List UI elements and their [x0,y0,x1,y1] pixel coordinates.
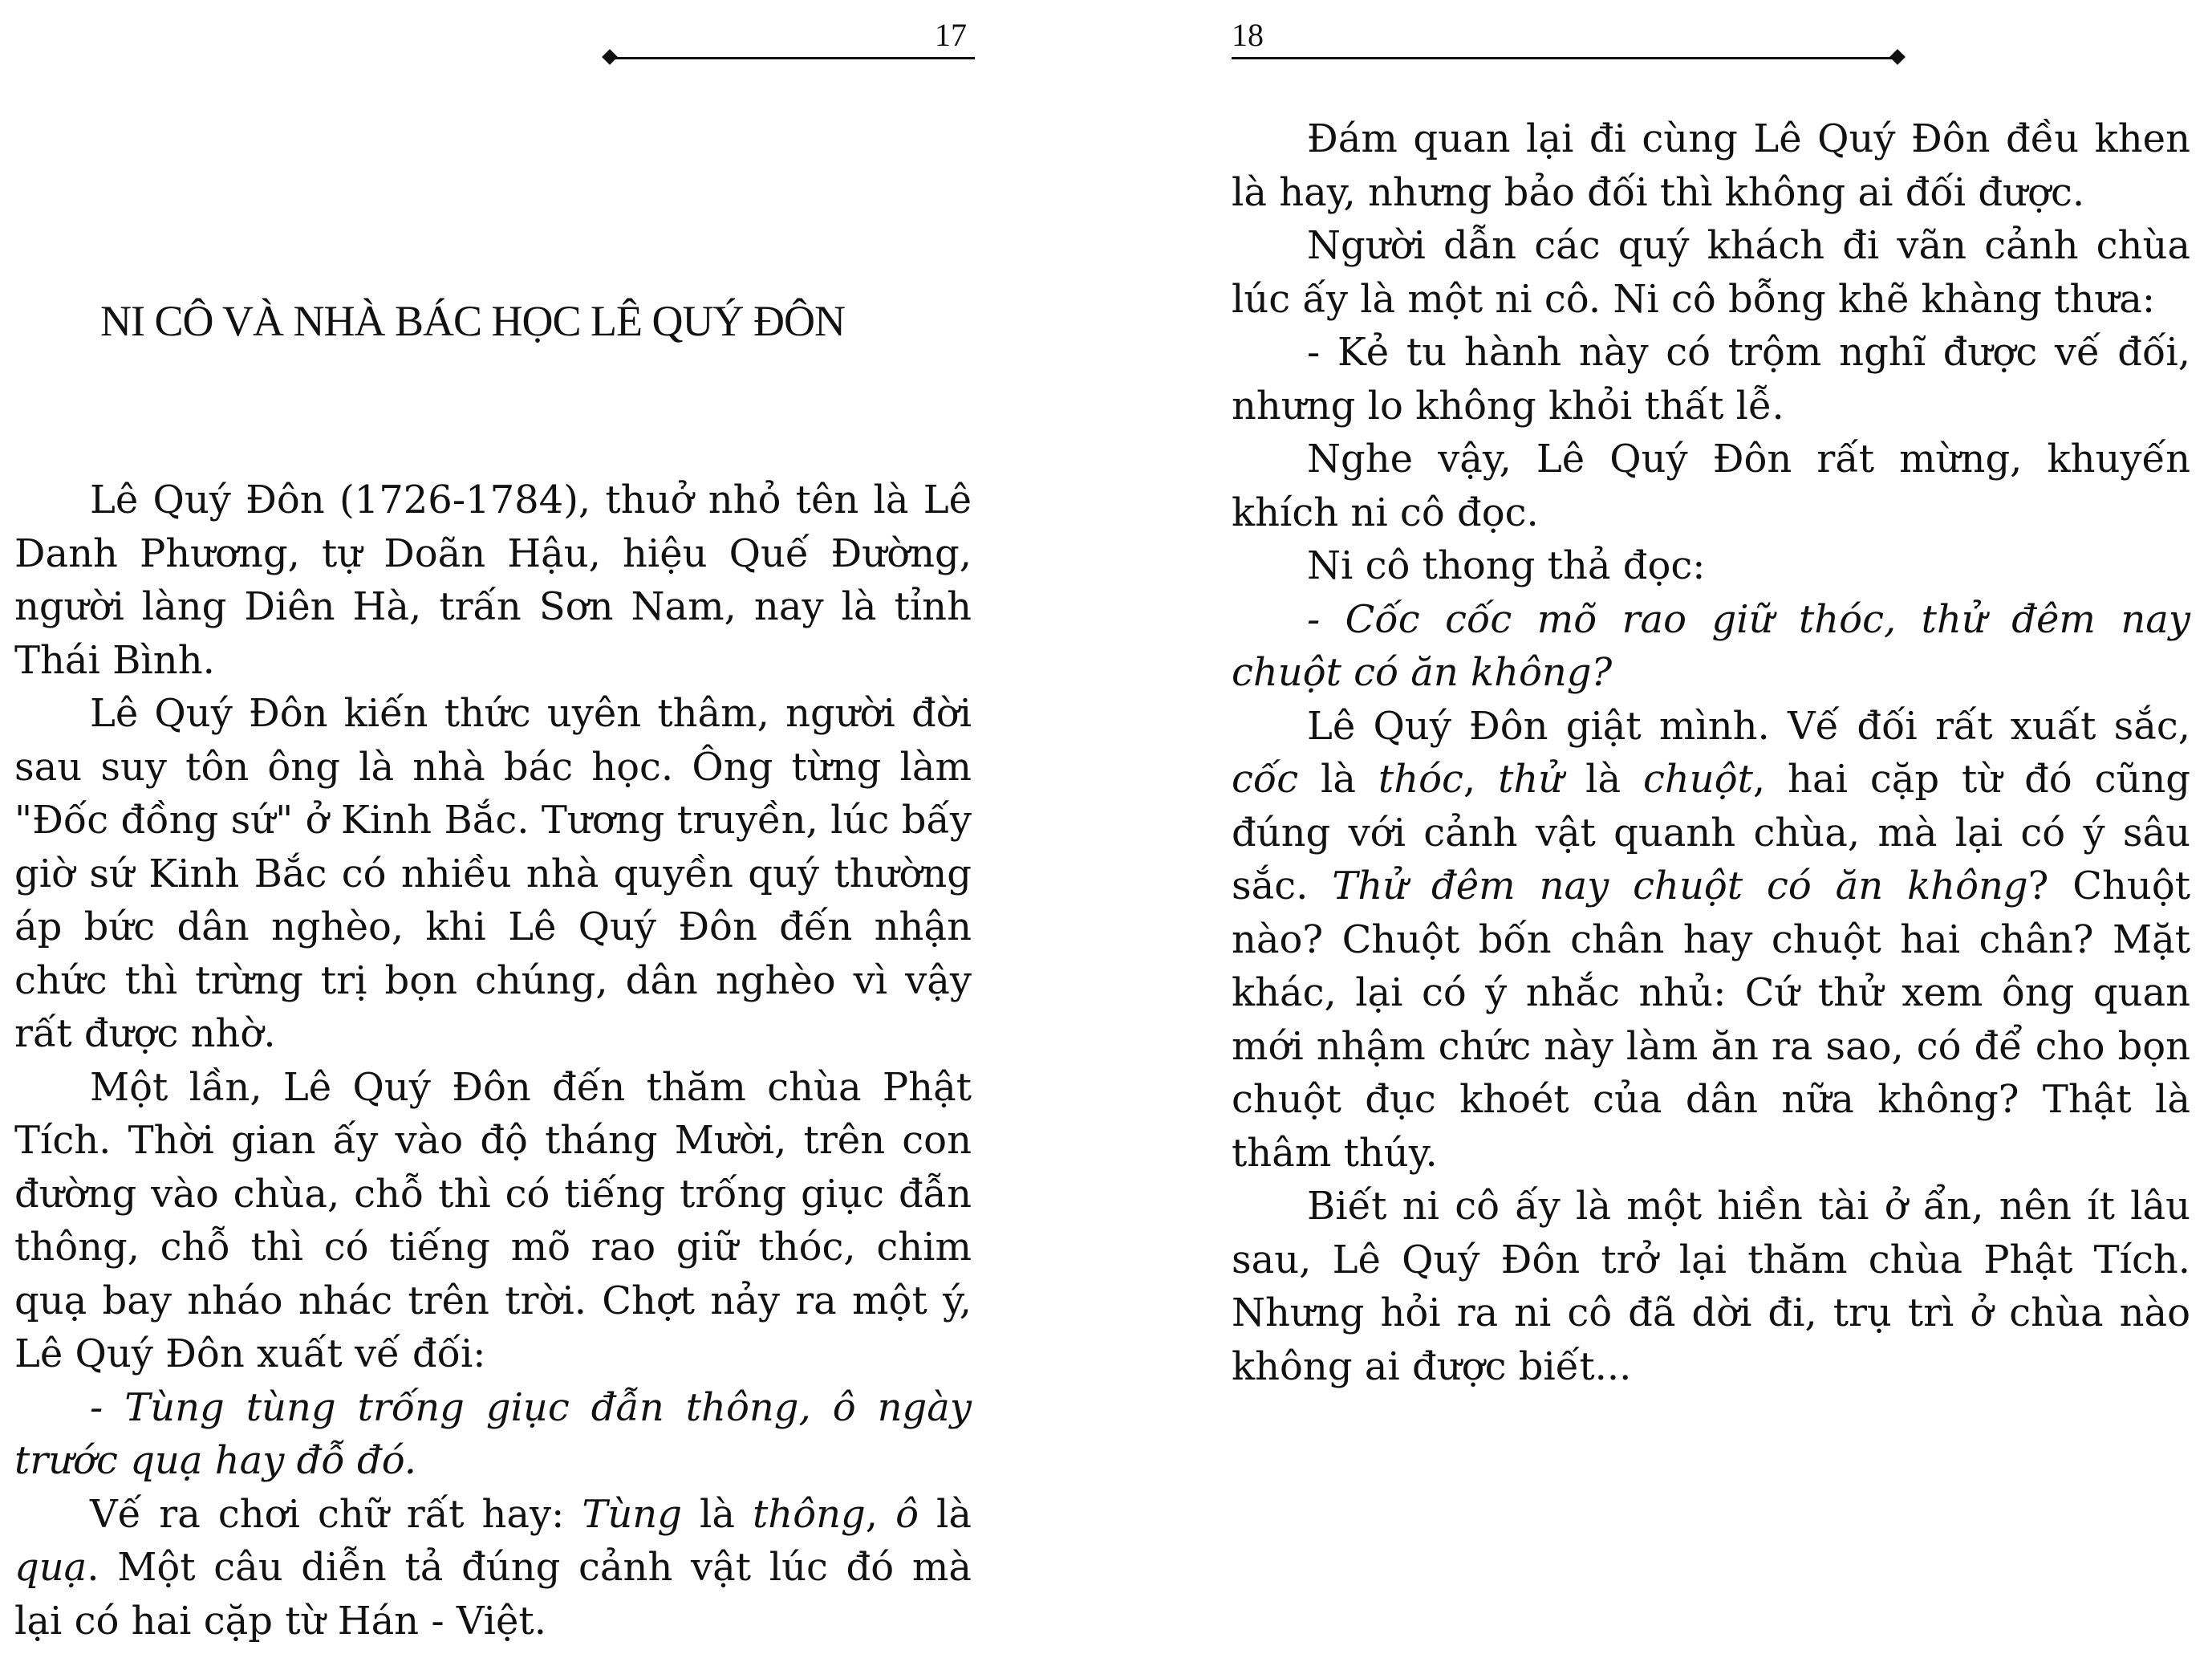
paragraph: Ni cô thong thả đọc: [1307,543,1706,588]
couplet-verse: - Tùng tùng trống giục đẫn thông, ô ngày trước quạ hay đỗ đó. [14,1384,972,1483]
header-rule [610,57,975,59]
paragraph: Biết ni cô ấy là một hiền tài ở ẩn, nên ít lâu sau, Lê Quý Đôn trở lại thăm chùa Phật Tích. Nhưng hỏi ra ni cô đã dời đi, trụ trì ở chùa nào không ai được biết... [1232,1184,2190,1389]
paragraph: Lê Quý Đôn kiến thức uyên thâm, người đời sau suy tôn ông là nhà bác học. Ông từng làm "Đốc đồng sứ" ở Kinh Bắc. Tương truyền, lúc bấy giờ sứ Kinh Bắc có nhiều nhà quyền quý thường áp bức dân nghèo, khi Lê Quý Đôn đến nhận chức thì trừng trị bọn chúng, dân nghèo vì vậy rất được nhờ. [14,691,972,1056]
paragraph: Một lần, Lê Quý Đôn đến thăm chùa Phật Tích. Thời gian ấy vào độ tháng Mười, trên con đường vào chùa, chỗ thì có tiếng trống giục đẫn thông, chỗ thì có tiếng mõ rao giữ thóc, chim quạ bay nháo nhác trên trời. Chợt nảy ra một ý, Lê Quý Đôn xuất vế đối: [14,1064,972,1376]
right-page [1107,0,2212,1658]
paragraph: Lê Quý Đôn (1726-1784), thuở nhỏ tên là Lê Danh Phương, tự Doãn Hậu, hiệu Quế Đường, người làng Diên Hà, trấn Sơn Nam, nay là tỉnh Thái Bình. [14,477,972,683]
paragraph: Người dẫn các quý khách đi vãn cảnh chùa lúc ấy là một ni cô. Ni cô bỗng khẽ khàng thưa: [1232,223,2190,322]
paragraph: Đám quan lại đi cùng Lê Quý Đôn đều khen là hay, nhưng bảo đối thì không ai đối được. [1232,116,2190,215]
rule-diamond-ornament [1889,49,1906,65]
page-number: 17 [935,17,967,53]
header-rule [1232,57,1897,59]
chapter-title: NI CÔ VÀ NHÀ BÁC HỌC LÊ QUÝ ĐÔN [100,297,846,345]
dialogue-line: - Kẻ tu hành này có trộm nghĩ được vế đối, nhưng lo không khỏi thất lễ. [1232,330,2190,429]
page-number: 18 [1232,17,1264,53]
paragraph: Lê Quý Đôn giật mình. Vế đối rất xuất sắc, cốc là thóc, thử là chuột, hai cặp từ đó cũng đúng với cảnh vật quanh chùa, mà lại có ý sâu sắc. Thử đêm nay chuột có ăn không? Chuột nào? Chuột bốn chân hay chuột hai chân? Mặt khác, lại có ý nhắc nhủ: Cứ thử xem ông quan mới nhậm chức này làm ăn ra sao, có để cho bọn chuột đục khoét của dân nữa không? Thật là thâm thúy. [1232,703,2191,1176]
body-text [14,473,972,1648]
paragraph: Nghe vậy, Lê Quý Đôn rất mừng, khuyến khích ni cô đọc. [1232,437,2190,535]
paragraph: Vế ra chơi chữ rất hay: Tùng là thông, ô là quạ. Một câu diễn tả đúng cảnh vật lúc đó mà lại có hai cặp từ Hán - Việt. [14,1491,972,1644]
rule-diamond-ornament [602,49,618,65]
body-text [1232,112,2190,1393]
couplet-verse: - Cốc cốc mõ rao giữ thóc, thử đêm nay chuột có ăn không? [1232,596,2190,695]
